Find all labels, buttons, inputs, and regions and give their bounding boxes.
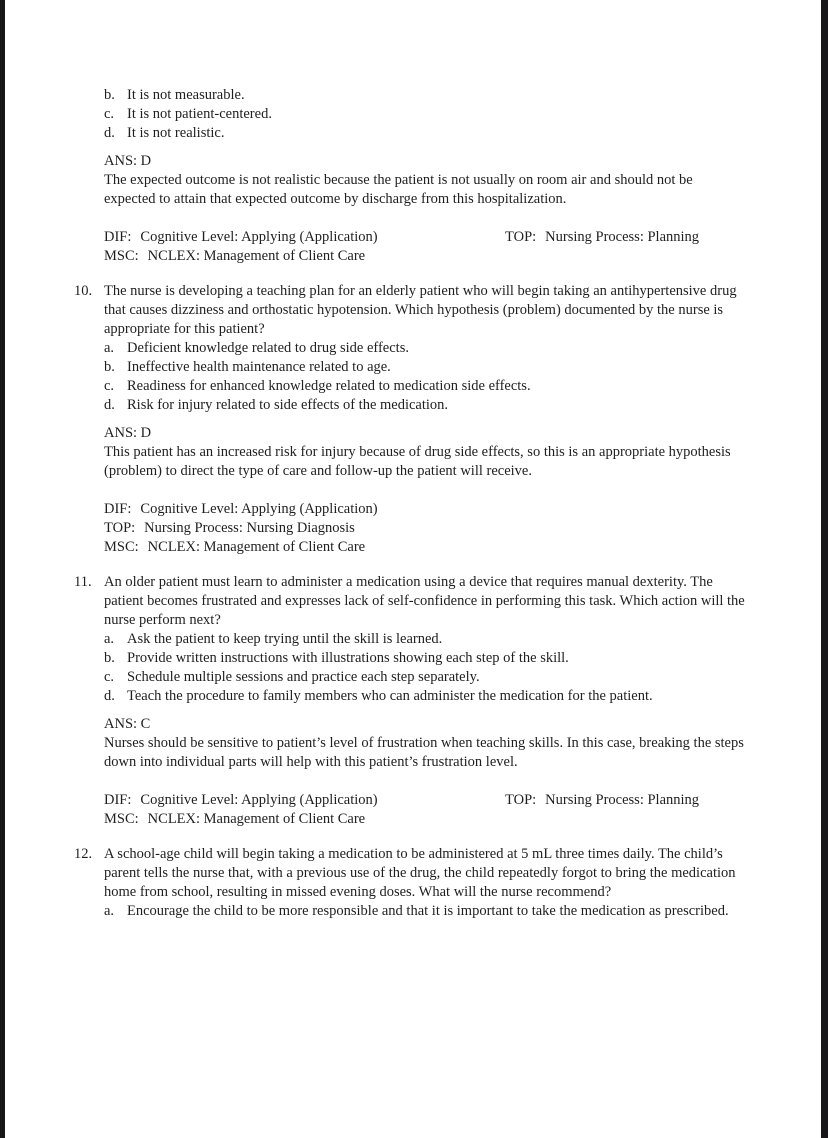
- option-text: Teach the procedure to family members who can administer the medication for the patient.: [127, 688, 653, 704]
- meta-label: DIF:: [104, 792, 132, 808]
- meta-row: [104, 228, 746, 247]
- option-letter: b.: [104, 87, 115, 103]
- meta-label: MSC:: [104, 811, 139, 827]
- question-number: 10.: [74, 283, 93, 299]
- answer-option: [104, 630, 746, 649]
- meta-block: [104, 500, 746, 557]
- meta-cell: [505, 791, 699, 810]
- answer-option: [104, 358, 746, 377]
- question-number: 12.: [74, 846, 93, 862]
- meta-block: [104, 791, 746, 829]
- meta-row: [104, 500, 746, 519]
- meta-value: Cognitive Level: Applying (Application): [140, 229, 378, 245]
- meta-cell: [104, 229, 378, 245]
- options-list: [104, 902, 746, 921]
- document-page: [5, 0, 821, 1138]
- answer-block: [104, 152, 746, 209]
- answer-option: [104, 105, 746, 124]
- meta-row: [104, 810, 746, 829]
- leading-options-list: [104, 86, 746, 143]
- option-text: Provide written instructions with illustrations showing each step of the skill.: [127, 650, 569, 666]
- meta-value: Cognitive Level: Applying (Application): [140, 792, 378, 808]
- answer-line: ANS: D: [104, 153, 152, 169]
- meta-block: [104, 228, 746, 266]
- option-text: Encourage the child to be more responsible and that it is important to take the medication as prescribed.: [127, 903, 729, 919]
- meta-value: Nursing Process: Planning: [545, 229, 700, 245]
- meta-cell: [104, 792, 378, 808]
- meta-label: TOP:: [505, 229, 537, 245]
- meta-value: Cognitive Level: Applying (Application): [140, 501, 378, 517]
- question-number: 11.: [74, 574, 92, 590]
- answer-option: [104, 902, 746, 921]
- question-stem: An older patient must learn to administer a medication using a device that requires manual dexterity. The patient becomes frustrated and expresses lack of self-confidence in performing this task. Which action will the nurse perform next?: [104, 574, 745, 628]
- option-letter: a.: [104, 631, 115, 647]
- option-letter: c.: [104, 106, 115, 122]
- rationale-text: The expected outcome is not realistic because the patient is not usually on room air and should not be expected to attain that expected outcome by discharge from this hospitalization.: [104, 172, 693, 207]
- option-letter: b.: [104, 359, 115, 375]
- meta-value: NCLEX: Management of Client Care: [147, 248, 366, 264]
- question-block: [74, 573, 746, 706]
- meta-row: [104, 791, 746, 810]
- meta-cell: [104, 539, 365, 555]
- option-text: Ask the patient to keep trying until the skill is learned.: [127, 631, 443, 647]
- meta-label: MSC:: [104, 248, 139, 264]
- answer-option: [104, 687, 746, 706]
- option-letter: a.: [104, 340, 115, 356]
- question-stem: A school-age child will begin taking a medication to be administered at 5 mL three times daily. The child’s parent tells the nurse that, with a previous use of the drug, the child repeatedly forgot to bring the medication home from school, resulting in missed evening doses. What will the nurse recommend?: [104, 846, 736, 900]
- answer-option: [104, 86, 746, 105]
- option-letter: d.: [104, 688, 115, 704]
- option-letter: a.: [104, 903, 115, 919]
- options-list: [104, 630, 746, 706]
- question-stem: The nurse is developing a teaching plan for an elderly patient who will begin taking an antihypertensive drug that causes dizziness and orthostatic hypotension. Which hypothesis (problem) documented by the nurse is appropriate for this patient?: [104, 283, 737, 337]
- meta-cell: [505, 228, 699, 247]
- meta-label: DIF:: [104, 501, 132, 517]
- meta-label: TOP:: [505, 792, 537, 808]
- option-text: It is not measurable.: [127, 87, 245, 103]
- meta-row: [104, 538, 746, 557]
- meta-value: Nursing Process: Nursing Diagnosis: [144, 520, 355, 536]
- answer-line: ANS: C: [104, 716, 151, 732]
- rationale-text: Nurses should be sensitive to patient’s level of frustration when teaching skills. In this case, breaking the steps down into individual parts will help with this patient’s frustration level.: [104, 735, 744, 770]
- option-text: Deficient knowledge related to drug side effects.: [127, 340, 409, 356]
- page-content: [5, 0, 746, 921]
- option-letter: c.: [104, 669, 115, 685]
- meta-label: MSC:: [104, 539, 139, 555]
- meta-cell: [104, 501, 378, 517]
- answer-line: ANS: D: [104, 425, 152, 441]
- meta-row: [104, 519, 746, 538]
- option-letter: b.: [104, 650, 115, 666]
- rationale-text: This patient has an increased risk for injury because of drug side effects, so this is an appropriate hypothesis (problem) to direct the type of care and follow-up the patient will receive.: [104, 444, 731, 479]
- meta-value: NCLEX: Management of Client Care: [147, 539, 366, 555]
- option-text: Risk for injury related to side effects of the medication.: [127, 397, 449, 413]
- meta-value: NCLEX: Management of Client Care: [147, 811, 366, 827]
- meta-label: DIF:: [104, 229, 132, 245]
- option-text: It is not patient-centered.: [127, 106, 272, 122]
- meta-cell: [104, 248, 365, 264]
- option-letter: d.: [104, 125, 115, 141]
- meta-cell: [104, 811, 365, 827]
- answer-option: [104, 649, 746, 668]
- option-text: Schedule multiple sessions and practice each step separately.: [127, 669, 480, 685]
- meta-row: [104, 247, 746, 266]
- answer-option: [104, 124, 746, 143]
- option-letter: d.: [104, 397, 115, 413]
- option-text: Readiness for enhanced knowledge related to medication side effects.: [127, 378, 531, 394]
- meta-label: TOP:: [104, 520, 136, 536]
- answer-option: [104, 668, 746, 687]
- answer-option: [104, 339, 746, 358]
- option-letter: c.: [104, 378, 115, 394]
- option-text: It is not realistic.: [127, 125, 225, 141]
- options-list: [104, 339, 746, 415]
- meta-cell: [104, 520, 355, 536]
- answer-block: [104, 424, 746, 481]
- question-block: [74, 282, 746, 415]
- option-text: Ineffective health maintenance related to age.: [127, 359, 391, 375]
- answer-block: [104, 715, 746, 772]
- answer-option: [104, 396, 746, 415]
- answer-option: [104, 377, 746, 396]
- meta-value: Nursing Process: Planning: [545, 792, 700, 808]
- question-block: [74, 845, 746, 921]
